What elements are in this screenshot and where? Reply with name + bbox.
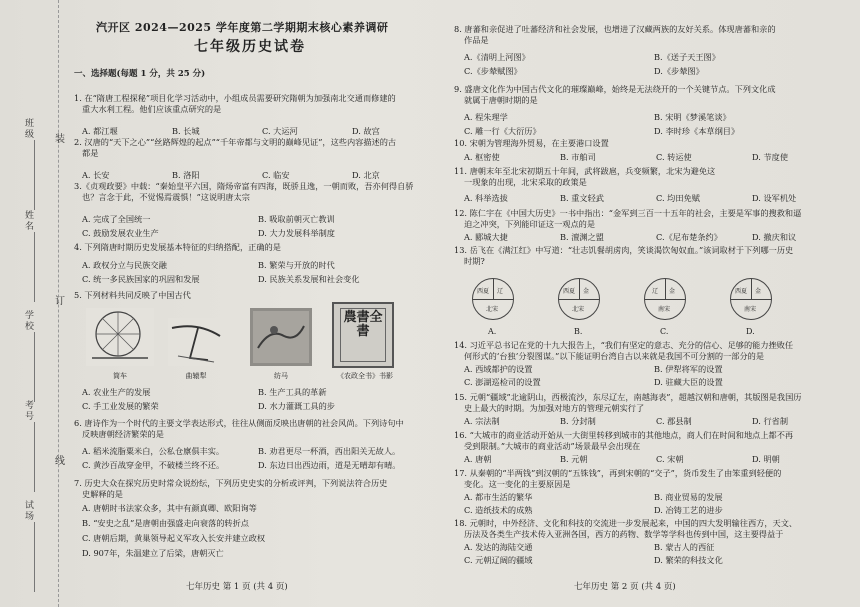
question-stem: 14. 习近平总书记在党的十九大报告上，“我们有坚定的意志、充分的信心、足够的能力挫败任 [454, 340, 794, 350]
option-d[interactable]: D.《步辇图》 [654, 66, 704, 76]
option-c[interactable]: C.《步辇赋图》 [464, 66, 522, 76]
period-circle-b: 西夏 金 北宋 [558, 278, 600, 320]
option-c[interactable]: C. 鼓励发展农业生产 [82, 228, 159, 238]
option-a[interactable]: A. 科举选拔 [464, 193, 508, 203]
exam-no-fill-line [34, 422, 35, 492]
option-c[interactable]: C. 临安 [262, 170, 290, 180]
seat-fill-line [34, 522, 35, 592]
question-2 [74, 137, 426, 180]
option-d[interactable]: D. 907年，朱温建立了后梁，唐朝灭亡 [82, 548, 224, 558]
question-stem: 历法及各类生产技术传入亚洲各国，西方的药物、数学等学科也传到中国，这主要得益于 [464, 529, 784, 540]
section-heading: 一、选择题(每题 1 分，共 25 分) [74, 69, 206, 79]
option-b[interactable]: B. 重文轻武 [560, 193, 604, 203]
option-d[interactable]: D. 水力灌溉工具的步 [258, 401, 335, 411]
option-c[interactable]: C. 郡县制 [656, 416, 692, 426]
question-10 [454, 138, 846, 162]
book-cover-image [332, 302, 394, 368]
image-caption: 曲辕犁 [185, 372, 207, 380]
question-12 [454, 208, 846, 242]
option-b[interactable]: B. 繁荣与开放的时代 [258, 260, 335, 270]
option-c[interactable]: C. 均田免赋 [656, 193, 700, 203]
question-stem: 4. 下列隋唐时期历史发展基本特征的归纳搭配，正确的是 [74, 242, 281, 252]
question-stem: 8. 唐蕃和亲促进了吐蕃经济和社会发展，也增进了汉藏两族的友好关系。体现唐蕃和亲的 [454, 24, 776, 34]
question-16 [454, 430, 846, 464]
question-stem: 7. 历史大众在探究历史时常众说纷纭，下列历史史实的分析或评判，下列说法符合历史 [74, 478, 388, 488]
question-stem: 也？言念于此，不觉惕焉震惧！”这说明唐太宗 [82, 192, 250, 203]
option-c[interactable]: C. 造纸技术的成熟 [464, 505, 533, 515]
question-stem: 1. 在“隋唐工程探秘”项目化学习活动中，小组成员需要研究隋朝为加强南北交通而修建的 [74, 93, 396, 103]
option-d[interactable]: D. 行省制 [752, 416, 789, 426]
option-c[interactable]: C. 雕一行《大衍历》 [464, 126, 541, 136]
circle-label-c[interactable]: C. [660, 327, 669, 336]
image-caption: 纺马 [274, 372, 288, 380]
option-d[interactable]: D. 设军机处 [752, 193, 797, 203]
option-b[interactable]: B. 分封制 [560, 416, 596, 426]
binding-char-xian: 线 [55, 456, 65, 467]
name-label: 姓名 [23, 210, 33, 232]
question-5 [74, 290, 426, 301]
option-a[interactable]: A. 郾城大捷 [464, 232, 508, 242]
option-d[interactable]: D. 大力发展科举制度 [258, 228, 335, 238]
question-stem: 11. 唐朝末年至北宋初期五十年间，武将跋扈，兵变频繁，北宋为避免这 [454, 166, 716, 176]
option-b[interactable]: B. “安史之乱”是唐朝由强盛走向衰落的转折点 [82, 518, 249, 528]
option-c[interactable]: C. 黄沙百战穿金甲，不破楼兰终不还。 [82, 460, 225, 470]
option-c[interactable]: C. 元朝辽阔的疆域 [464, 555, 533, 565]
option-b[interactable]: B. 元朝 [560, 454, 588, 464]
class-fill-line [34, 140, 35, 210]
question-stem: 变化。这一变化的主要原因是 [464, 479, 571, 490]
question-stem: 18. 元朝时，中外经济、文化和科技的交流进一步发展起来，中国的四大发明输往西方，天文、 [454, 518, 798, 528]
question-stem: 10. 宋朝为管理海外贸易，在主要港口设置 [454, 138, 609, 148]
option-d[interactable]: D. 繁荣的科技文化 [654, 555, 723, 565]
option-b[interactable]: B. 宋明《梦溪笔谈》 [654, 112, 731, 122]
option-d[interactable]: D. 明朝 [752, 454, 780, 464]
question-stem: 迫之冲突，下列能印证这一观点的是 [464, 219, 596, 230]
period-circle-d: 西夏 金 南宋 [730, 278, 772, 320]
question-stem: 受到限制。”大城市的商业活动”场景最早会出现在 [464, 441, 641, 452]
binding-char-ding: 订 [55, 296, 65, 307]
question-stem: 都是 [82, 148, 99, 159]
option-d[interactable]: D. 故宫 [352, 126, 380, 136]
option-a[interactable]: A.《清明上河图》 [464, 52, 530, 62]
circle-label-a[interactable]: A. [488, 327, 497, 336]
question-stem: 16. “大城市的商业活动开始从一大街里转移到城市的其他地点，商人们在时间和地点上都不再 [454, 430, 794, 440]
question-stem: 12. 陈仁宇在《中国大历史》一书中指出：“金军到三百一十五年的社会，主要是军事的搜救和逼 [454, 208, 802, 218]
option-b[interactable]: B. 商业贸易的发展 [654, 492, 723, 502]
option-d[interactable]: D. 东边日出西边雨，道是无晴却有晴。 [258, 460, 401, 470]
option-a[interactable]: A. 长安 [82, 170, 110, 180]
question-stem: 13. 岳飞在《满江红》中写道：“壮志饥餐胡虏肉，笑谈渴饮匈奴血。”该词取材于下列哪一历史 [454, 245, 794, 255]
option-a[interactable]: A. 发达的海陆交通 [464, 542, 533, 552]
option-c[interactable]: C. 唐朝后期，黄巢领导起义军攻入长安并建立政权 [82, 533, 266, 543]
school-fill-line [34, 332, 35, 402]
question-6 [74, 418, 426, 470]
image-caption: 筒车 [113, 372, 127, 380]
page-footer: 七年历史 第 2 页 (共 4 页) [574, 582, 676, 592]
option-b[interactable]: B. 澶渊之盟 [560, 232, 604, 242]
school-label: 学校 [23, 310, 33, 332]
option-b[interactable]: B. 长城 [172, 126, 200, 136]
class-label: 班级 [23, 118, 33, 140]
binding-char-zhuang: 装 [55, 134, 65, 145]
option-a[interactable]: A. 西域都护的设置 [464, 364, 533, 374]
question-4 [74, 242, 426, 284]
option-d[interactable]: D. 撤庆和议 [752, 232, 797, 242]
option-d[interactable]: D. 北京 [352, 170, 380, 180]
curved-plough-image [168, 318, 224, 366]
option-c[interactable]: C.《尼布楚条约》 [656, 232, 722, 242]
option-a[interactable]: A. 都市生活的繁华 [464, 492, 533, 502]
option-b[interactable]: B. 生产工具的革新 [258, 387, 327, 397]
question-stem: 作品是 [464, 35, 489, 46]
option-a[interactable]: A. 都江堰 [82, 126, 118, 136]
question-stem: 5. 下列材料共同反映了中国古代 [74, 290, 191, 300]
question-stem: 就属于唐朝时期的是 [464, 95, 538, 106]
question-11 [454, 166, 846, 203]
option-a[interactable]: A. 唐朝 [464, 454, 492, 464]
circle-label-b[interactable]: B. [574, 327, 583, 336]
name-fill-line [34, 232, 35, 302]
question-1 [74, 93, 426, 136]
image-caption: 《农政全书》书影 [337, 372, 393, 380]
option-b[interactable]: B. 蒙古人的西征 [654, 542, 715, 552]
binding-margin [0, 0, 65, 607]
question-stem: 17. 从秦朝的“半两钱”到汉朝的“五铢钱”，再到宋朝的“交子”，货币发生了由笨重到轻便的 [454, 468, 782, 478]
question-17 [454, 468, 846, 515]
question-stem: 时期? [464, 256, 485, 267]
silk-horse-image [250, 308, 312, 366]
seat-label: 试场 [23, 500, 33, 522]
question-15 [454, 392, 846, 426]
option-a[interactable]: A. 政权分立与民族交融 [82, 260, 167, 270]
option-b[interactable]: B. 伊犁将军的设置 [654, 364, 723, 374]
question-stem: 一现象的出现，北宋采取的政策是 [464, 177, 587, 188]
waterwheel-image [86, 308, 154, 366]
period-circle-c: 辽 金 南宋 [644, 278, 686, 320]
option-a[interactable]: A. 稻米流脂粟米白，公私仓廪俱丰实。 [82, 446, 225, 456]
question-stem: 6. 唐诗作为一个时代的主要文学表达形式，往往从侧面反映出唐朝的社会风尚。下列诗句中 [74, 418, 404, 428]
option-d[interactable]: D. 冶铸工艺的进步 [654, 505, 723, 515]
option-c[interactable]: C. 转运使 [656, 152, 692, 162]
option-a[interactable]: A. 完成了全国统一 [82, 214, 151, 224]
option-a[interactable]: A. 枢密使 [464, 152, 500, 162]
question-stem: 史上最大的时期。为加强对地方的管理元朝实行了 [464, 403, 645, 414]
question-14 [454, 340, 846, 387]
exam-no-label: 考号 [23, 400, 33, 422]
question-stem: 2. 汉唐的“天下之心”“丝路辉煌的起点”“千年帝都与文明的巅峰见证”，这些内容描述的古 [74, 137, 397, 147]
question-13 [454, 245, 846, 267]
option-c[interactable]: C. 宋朝 [656, 454, 684, 464]
option-a[interactable]: A. 农业生产的发展 [82, 387, 151, 397]
question-stem: 重大水利工程。他们应该重点研究的是 [82, 104, 222, 115]
option-d[interactable]: D. 李时珍《本草纲目》 [654, 126, 740, 136]
circle-label-d[interactable]: D. [746, 327, 755, 336]
option-c[interactable]: C. 大运河 [262, 126, 298, 136]
page-1 [66, 0, 426, 607]
option-d[interactable]: D. 驻藏大臣的设置 [654, 377, 723, 387]
option-b[interactable]: B. 吸取前朝灭亡教训 [258, 214, 335, 224]
exam-subtitle: 七年级历史试卷 [194, 39, 306, 55]
option-a[interactable]: A. 程朱理学 [464, 112, 508, 122]
period-circle-a: 西夏 辽 北宋 [472, 278, 514, 320]
question-18 [454, 518, 846, 565]
page-footer: 七年历史 第 1 页 (共 4 页) [186, 582, 288, 592]
question-9 [454, 84, 846, 136]
question-stem: 3.《贞观政要》中载：“秦始皇平六国，隋炀帝富有四海，既骄且逸，一朝而败，吾亦何得自骄 [74, 181, 414, 191]
question-8 [454, 24, 846, 76]
option-a[interactable]: A. 宗法制 [464, 416, 500, 426]
option-c[interactable]: C. 统一多民族国家的巩固和发展 [82, 274, 200, 284]
option-a[interactable]: A. 唐朝时书法家众多，其中有颜真卿、欧阳询等 [82, 503, 257, 513]
question-7 [74, 478, 426, 558]
question-3 [74, 181, 426, 238]
question-stem: 15. 元朝“疆域”北逾阴山，西极流沙，东尽辽左，南越海表”，超越汉朝和唐朝，其版图是我国历 [454, 392, 802, 402]
exam-title: 汽开区 2024—2025 学年度第二学期期末核心素养调研 [96, 21, 389, 34]
question-stem: 9. 盛唐文化作为中国古代文化的璀璨巅峰，始终是无法绕开的一个关键节点。下列文化成 [454, 84, 776, 94]
option-c[interactable]: C. 澎湖巡检司的设置 [464, 377, 541, 387]
option-b[interactable]: B. 劝君更尽一杯酒，西出阳关无故人。 [258, 446, 401, 456]
question-stem: 史解释的是 [82, 489, 123, 500]
option-c[interactable]: C. 手工业发展的繁荣 [82, 401, 159, 411]
option-d[interactable]: D. 民族关系发展和社会变化 [258, 274, 360, 284]
option-d[interactable]: D. 节度使 [752, 152, 789, 162]
question-stem: 反映唐朝经济繁荣的是 [82, 429, 164, 440]
page-2 [446, 0, 846, 607]
option-b[interactable]: B.《送子天王图》 [654, 52, 720, 62]
book-cover-title: 農書全書 [340, 308, 386, 362]
option-b[interactable]: B. 市舶司 [560, 152, 596, 162]
option-b[interactable]: B. 洛阳 [172, 170, 200, 180]
question-stem: 何形式的‘台独’分裂图谋。”以下能证明台湾自古以来就是我国不可分割的一部分的是 [464, 351, 765, 362]
